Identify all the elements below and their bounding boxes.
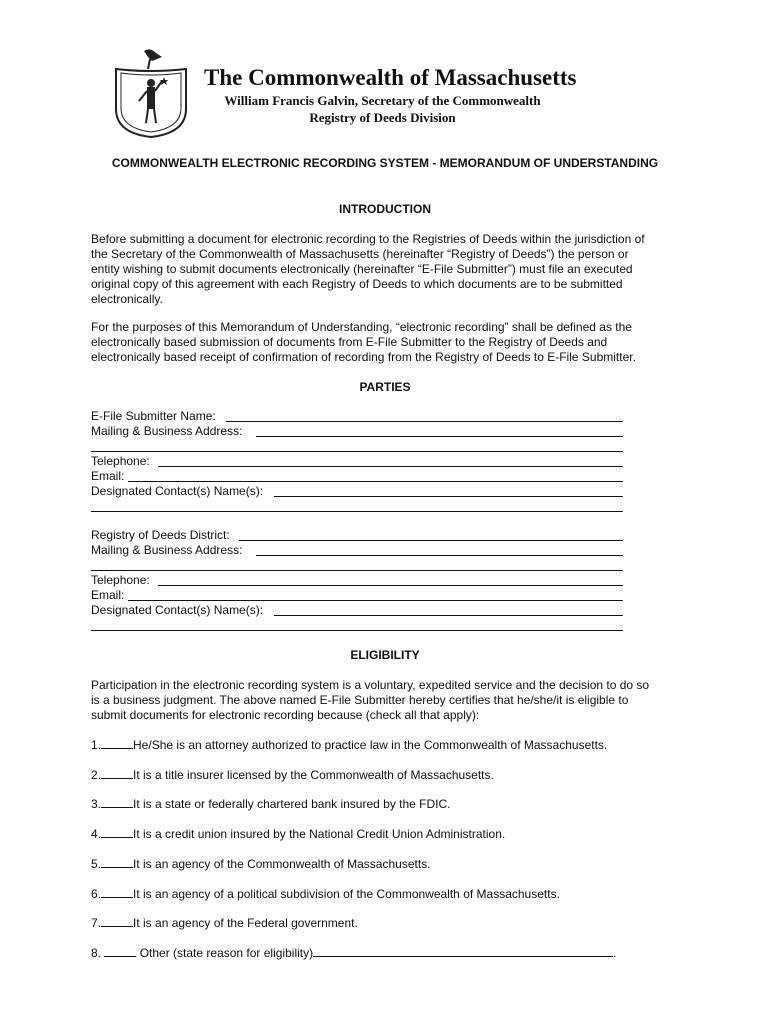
registry-email-field[interactable] bbox=[128, 600, 623, 601]
submitter-name-label: E-File Submitter Name: bbox=[91, 409, 216, 423]
introduction-paragraph-2 bbox=[91, 320, 691, 365]
submitter-contacts-line-2[interactable] bbox=[91, 511, 623, 512]
item-number: 1. bbox=[91, 738, 102, 752]
item-text: He/She is an attorney authorized to practice law in the Commonwealth of Massachusetts. bbox=[133, 738, 608, 752]
item-text: Other (state reason for eligibility) bbox=[139, 946, 314, 960]
eligibility-item-3 bbox=[91, 796, 451, 812]
text-line: entity wishing to submit documents electronically (hereinafter “E-File Submitter”) must file an executed bbox=[91, 262, 633, 276]
text-line: original copy of this agreement with each Registry of Deeds to which documents are to be submitted bbox=[91, 277, 623, 291]
checkbox-blank-1[interactable] bbox=[101, 737, 133, 749]
item-text: It is an agency of the Federal government. bbox=[133, 916, 358, 930]
item-number: 8. bbox=[91, 946, 102, 960]
other-reason-field[interactable] bbox=[313, 945, 613, 957]
registry-contacts-field[interactable] bbox=[274, 615, 623, 616]
memo-title: COMMONWEALTH ELECTRONIC RECORDING SYSTEM - MEMORANDUM OF UNDERSTANDING bbox=[111, 156, 659, 170]
submitter-email-field[interactable] bbox=[128, 481, 623, 482]
submitter-contacts-label: Designated Contact(s) Name(s): bbox=[91, 484, 264, 498]
eligibility-item-7 bbox=[91, 915, 358, 931]
item-text: It is an agency of the Commonwealth of Massachusetts. bbox=[133, 857, 431, 871]
submitter-email-label: Email: bbox=[91, 469, 125, 483]
checkbox-blank-3[interactable] bbox=[101, 796, 133, 808]
registry-telephone-label: Telephone: bbox=[91, 573, 150, 587]
massachusetts-seal bbox=[110, 47, 192, 139]
text-line: electronically based receipt of confirmation of recording from the Registry of Deeds to E-File Submitter. bbox=[91, 350, 636, 364]
eligibility-item-6 bbox=[91, 886, 560, 902]
registry-district-label: Registry of Deeds District: bbox=[91, 528, 230, 542]
text-line: the Secretary of the Commonwealth of Massachusetts (hereinafter “Registry of Deeds”) the person or bbox=[91, 247, 629, 261]
checkbox-blank-6[interactable] bbox=[101, 886, 133, 898]
registry-district-field[interactable] bbox=[239, 540, 623, 541]
text-line: Before submitting a document for electronic recording to the Registries of Deeds within the jurisdiction of bbox=[91, 232, 645, 246]
header-title: The Commonwealth of Massachusetts bbox=[204, 65, 577, 90]
eligibility-item-2 bbox=[91, 767, 494, 783]
checkbox-blank-4[interactable] bbox=[101, 826, 133, 838]
text-line: is a business judgment. The above named E-File Submitter hereby certifies that he/she/it is eligible to bbox=[91, 693, 629, 707]
item-text: It is a title insurer licensed by the Commonwealth of Massachusetts. bbox=[133, 768, 494, 782]
submitter-address-field[interactable] bbox=[256, 436, 623, 437]
header-division: Registry of Deeds Division bbox=[309, 110, 456, 125]
eligibility-item-5 bbox=[91, 856, 431, 872]
item-number: 6. bbox=[91, 887, 102, 901]
introduction-heading: INTRODUCTION bbox=[339, 202, 431, 216]
checkbox-blank-5[interactable] bbox=[101, 856, 133, 868]
text-line: electronically based submission of documents from E-File Submitter to the Registry of Deeds and bbox=[91, 335, 608, 349]
eligibility-item-4 bbox=[91, 826, 505, 842]
registry-address-label: Mailing & Business Address: bbox=[91, 543, 243, 557]
text-line: Participation in the electronic recording system is a voluntary, expedited service and the decision to do so bbox=[91, 678, 650, 692]
item-number: 4. bbox=[91, 827, 102, 841]
eligibility-intro bbox=[91, 678, 691, 723]
item-text: It is a state or federally chartered bank insured by the FDIC. bbox=[133, 797, 451, 811]
submitter-contacts-field[interactable] bbox=[274, 496, 623, 497]
item-number: 5. bbox=[91, 857, 102, 871]
introduction-paragraph-1 bbox=[91, 232, 691, 307]
item-number: 3. bbox=[91, 797, 102, 811]
checkbox-blank-8[interactable] bbox=[104, 945, 136, 957]
header-subtitle: William Francis Galvin, Secretary of the Commonwealth bbox=[224, 93, 541, 108]
text-line: submit documents for electronic recording because (check all that apply): bbox=[91, 708, 480, 722]
registry-email-label: Email: bbox=[91, 588, 125, 602]
registry-address-line-2[interactable] bbox=[91, 570, 623, 571]
text-line: For the purposes of this Memorandum of Understanding, “electronic recording” shall be defined as the bbox=[91, 320, 632, 334]
submitter-telephone-field[interactable] bbox=[158, 466, 623, 467]
eligibility-item-8 bbox=[91, 945, 616, 961]
item-text: It is a credit union insured by the National Credit Union Administration. bbox=[133, 827, 506, 841]
submitter-address-line-2[interactable] bbox=[91, 451, 623, 452]
registry-telephone-field[interactable] bbox=[158, 585, 623, 586]
registry-contacts-label: Designated Contact(s) Name(s): bbox=[91, 603, 264, 617]
checkbox-blank-7[interactable] bbox=[101, 915, 133, 927]
item-text: It is an agency of a political subdivision of the Commonwealth of Massachusetts. bbox=[133, 887, 560, 901]
registry-contacts-line-2[interactable] bbox=[91, 630, 623, 631]
submitter-telephone-label: Telephone: bbox=[91, 454, 150, 468]
submitter-address-label: Mailing & Business Address: bbox=[91, 424, 243, 438]
eligibility-heading: ELIGIBILITY bbox=[350, 648, 420, 662]
checkbox-blank-2[interactable] bbox=[101, 767, 133, 779]
eligibility-item-1 bbox=[91, 737, 607, 753]
item-end-punctuation: . bbox=[613, 946, 617, 960]
item-number: 2. bbox=[91, 768, 102, 782]
text-line: electronically. bbox=[91, 292, 163, 306]
item-number: 7. bbox=[91, 916, 102, 930]
registry-address-field[interactable] bbox=[256, 555, 623, 556]
parties-heading: PARTIES bbox=[359, 380, 411, 394]
submitter-name-field[interactable] bbox=[226, 421, 623, 422]
